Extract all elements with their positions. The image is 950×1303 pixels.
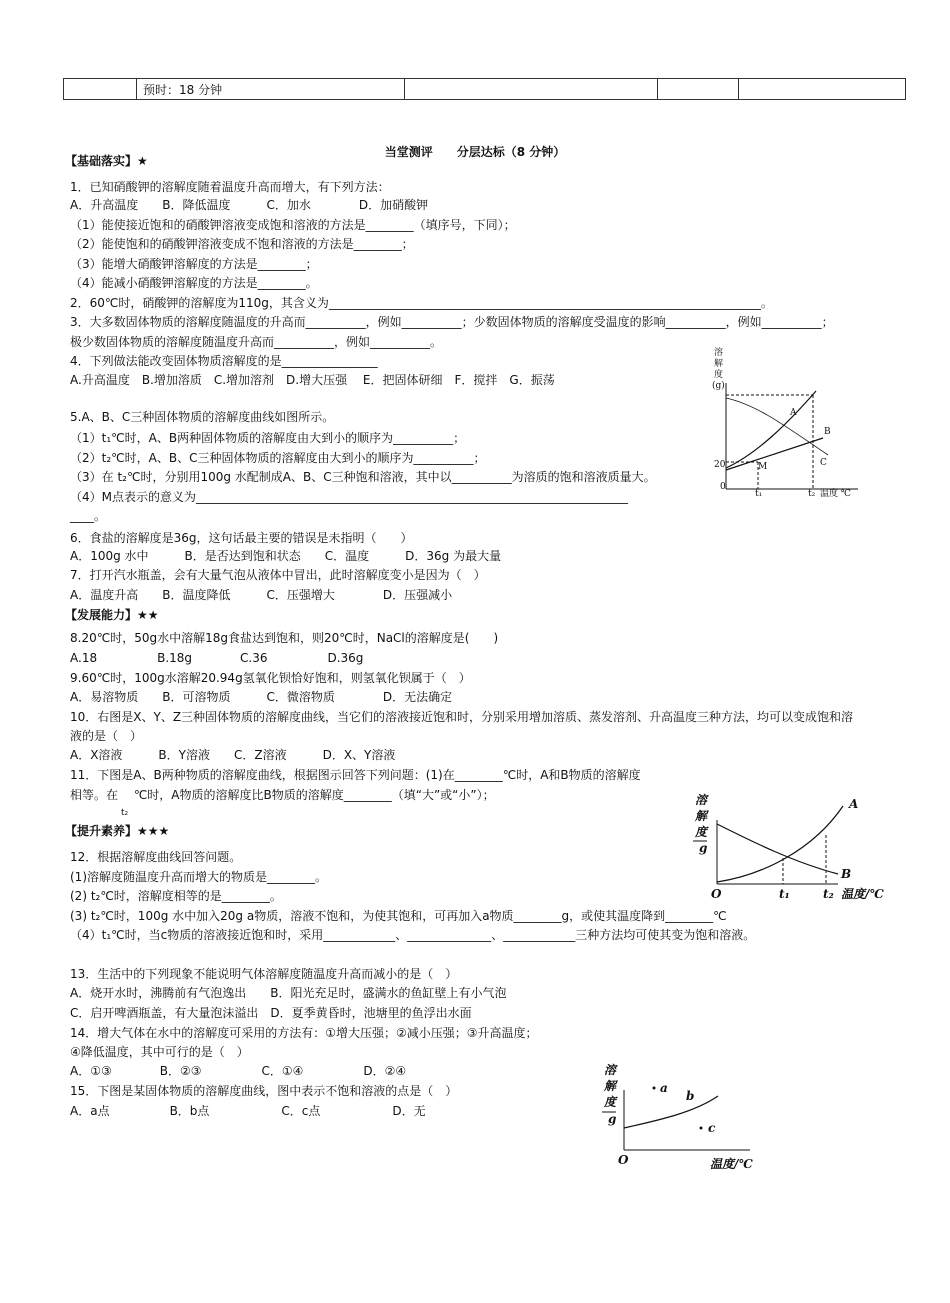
question-line: （1）能使接近饱和的硝酸钾溶液变成饱和溶液的方法是________（填序号，下同）； <box>70 218 516 232</box>
fig2-origin: O <box>711 887 722 901</box>
section-title: 当堂测评 分层达标（8 分钟） <box>384 145 566 159</box>
question-line: 6．食盐的溶解度是36g，这句话最主要的错误是未指明（ ） <box>70 531 413 545</box>
fig3-label-b: b <box>686 1089 695 1103</box>
fig1-label-b: B <box>824 427 831 437</box>
question-line: 15．下图是某固体物质的溶解度曲线，图中表示不饱和溶液的点是（ ） <box>70 1084 458 1098</box>
question-line: 4．下列做法能改变固体物质溶解度的是________________ <box>70 354 378 368</box>
t2-subscript: t₂ <box>121 808 129 818</box>
table-cell <box>64 79 137 100</box>
solubility-chart-abc <box>698 343 868 503</box>
question-line: 2．60℃时，硝酸钾的溶解度为110g，其含义为________________________________________________________________________。 <box>70 296 773 310</box>
fig2-xlabel: 温度/℃ <box>841 887 884 901</box>
question-line: A．烧开水时，沸腾前有气泡逸出 B．阳光充足时，盛满水的鱼缸壁上有小气泡 <box>70 986 507 1000</box>
question-line: A．升高温度 B．降低温度 C．加水 D．加硝酸钾 <box>70 198 429 212</box>
fig1-ylabel: 解 <box>714 359 724 369</box>
question-line: （1）t₁℃时，A、B两种固体物质的溶解度由大到小的顺序为__________； <box>70 431 466 445</box>
question-line: 1．已知硝酸钾的溶解度随着温度升高而增大，有下列方法： <box>70 180 390 194</box>
fig3-origin: O <box>618 1153 629 1167</box>
question-line: 极少数固体物质的溶解度随温度升高而__________，例如__________。 <box>70 335 443 349</box>
question-line: 液的是（ ） <box>70 729 143 743</box>
question-line: 【基础落实】★ <box>65 154 148 168</box>
question-line: 【提升素养】★★★ <box>65 824 170 838</box>
question-line: 7．打开汽水瓶盖，会有大量气泡从液体中冒出，此时溶解度变小是因为（ ） <box>70 568 486 582</box>
fig2-ylabel: 溶 <box>695 793 708 807</box>
question-line: C．启开啤酒瓶盖，有大量泡沫溢出 D．夏季黄昏时，池塘里的鱼浮出水面 <box>70 1006 472 1020</box>
question-line: (2) t₂℃时，溶解度相等的是________。 <box>70 889 282 903</box>
question-line: （3）能增大硝酸钾溶解度的方法是________； <box>70 257 318 271</box>
question-line: 13．生活中的下列现象不能说明气体溶解度随温度升高而减小的是（ ） <box>70 967 458 981</box>
question-line: A．①③ B．②③ C．①④ D．②④ <box>70 1064 407 1078</box>
fig1-curve-a <box>726 391 816 468</box>
question-line: A.18 B.18g C.36 D.36g <box>70 651 364 665</box>
question-line: （2）能使饱和的硝酸钾溶液变成不饱和溶液的方法是________； <box>70 237 414 251</box>
fig1-label-m: M <box>758 462 768 472</box>
fig2-label-a: A <box>849 797 859 811</box>
fig3-label-c: c <box>708 1121 716 1135</box>
question-line: 14．增大气体在水中的溶解度可采用的方法有：①增大压强；②减小压强；③升高温度； <box>70 1026 538 1040</box>
question-line: A．a点 B．b点 C．c点 D．无 <box>70 1104 426 1118</box>
question-line: （4）能减小硝酸钾溶解度的方法是________。 <box>70 276 318 290</box>
fig1-t1: t₁ <box>755 489 763 499</box>
fig3-point-c <box>700 1127 703 1130</box>
header-table <box>63 78 906 100</box>
question-line: 8.20℃时，50g水中溶解18g食盐达到饱和，则20℃时，NaCl的溶解度是( ) <box>70 631 499 645</box>
table-cell: 预时：18 分钟 <box>137 79 405 100</box>
fig3-ylabel: g <box>608 1112 617 1126</box>
fig3-ylabel: 溶 <box>604 1063 617 1077</box>
fig2-ylabel: g <box>699 841 708 855</box>
fig1-ylabel: (g) <box>712 381 725 391</box>
question-line: 相等。在 ℃时，A物质的溶解度比B物质的溶解度________（填“大”或“小”）； <box>70 788 495 802</box>
question-line: 5.A、B、C三种固体物质的溶解度曲线如图所示。 <box>70 410 335 424</box>
question-line: 11．下图是A、B两种物质的溶解度曲线，根据图示回答下列问题：(1)在________℃时，A和B物质的溶解度 <box>70 768 641 782</box>
fig2-curve-b <box>717 824 838 874</box>
fig2-label-b: B <box>841 867 852 881</box>
question-line: 12．根据溶解度曲线回答问题。 <box>70 850 242 864</box>
fig1-ylabel: 度 <box>714 370 724 380</box>
question-line: 3．大多数固体物质的溶解度随温度的升高而__________，例如__________；少数固体物质的溶解度受温度的影响__________，例如__________； <box>70 315 834 329</box>
fig3-curve <box>624 1096 718 1128</box>
question-line: (1)溶解度随温度升高而增大的物质是________。 <box>70 870 327 884</box>
question-line: 【发展能力】★★ <box>65 608 159 622</box>
fig3-ylabel: 度 <box>604 1095 617 1109</box>
question-line: (3) t₂℃时，100g 水中加入20g a物质，溶液不饱和，为使其饱和，可再加入a物质________g，或使其温度降到________℃ <box>70 909 727 923</box>
fig1-curve-b <box>726 438 823 470</box>
question-line: A．温度升高 B．温度降低 C．压强增大 D．压强减小 <box>70 588 453 602</box>
question-line: 9.60℃时，100g水溶解20.94g氢氧化钡恰好饱和，则氢氧化钡属于（ ） <box>70 671 471 685</box>
question-line: ④降低温度，其中可行的是（ ） <box>70 1045 249 1059</box>
fig3-ylabel: 解 <box>604 1079 617 1093</box>
question-line: （4）M点表示的意义为________________________________________________________________________ <box>70 490 628 504</box>
fig1-t2: t₂ <box>808 489 816 499</box>
question-line: （2）t₂℃时，A、B、C三种固体物质的溶解度由大到小的顺序为__________； <box>70 451 486 465</box>
table-cell <box>658 79 739 100</box>
question-line: A．易溶物质 B．可溶物质 C．微溶物质 D．无法确定 <box>70 690 453 704</box>
fig2-t1: t₁ <box>779 887 790 901</box>
fig2-ylabel: 度 <box>695 825 708 839</box>
question-line: ____。 <box>70 509 107 523</box>
solubility-chart-ab <box>693 790 903 905</box>
fig1-label-c: C <box>820 458 827 468</box>
question-line: A.升高温度 B.增加溶质 C.增加溶剂 D.增大压强 E．把固体研细 F．搅拌 G．振荡 <box>70 373 555 387</box>
table-cell <box>739 79 906 100</box>
question-line: 10．右图是X、Y、Z三种固体物质的溶解度曲线，当它们的溶液接近饱和时，分别采用增加溶质、蒸发溶剂、升高温度三种方法，均可以变成饱和溶 <box>70 710 854 724</box>
fig2-t2: t₂ <box>823 887 834 901</box>
fig1-tick-20: 20 <box>714 460 726 470</box>
fig3-point-a <box>653 1087 656 1090</box>
solubility-chart-points <box>600 1060 780 1175</box>
fig1-tick-0: 0 <box>720 482 726 492</box>
question-line: A．100g 水中 B．是否达到饱和状态 C．温度 D．36g 为最大量 <box>70 549 502 563</box>
fig1-label-a: A <box>790 408 797 418</box>
fig1-xlabel: 温度 ℃ <box>820 489 851 499</box>
fig3-label-a: a <box>660 1081 668 1095</box>
question-line: A．X溶液 B．Y溶液 C．Z溶液 D．X、Y溶液 <box>70 748 396 762</box>
table-cell <box>405 79 658 100</box>
question-line: （4）t₁℃时，当c物质的溶液接近饱和时，采用____________、______________、____________三种方法均可使其变为饱和溶液。 <box>70 928 756 942</box>
fig2-ylabel: 解 <box>695 809 708 823</box>
question-line: （3）在 t₂℃时，分别用100g 水配制成A、B、C三种饱和溶液，其中以__________为溶质的饱和溶液质量大。 <box>70 470 656 484</box>
fig1-ylabel: 溶 <box>714 348 724 358</box>
fig3-xlabel: 温度/℃ <box>710 1157 753 1171</box>
